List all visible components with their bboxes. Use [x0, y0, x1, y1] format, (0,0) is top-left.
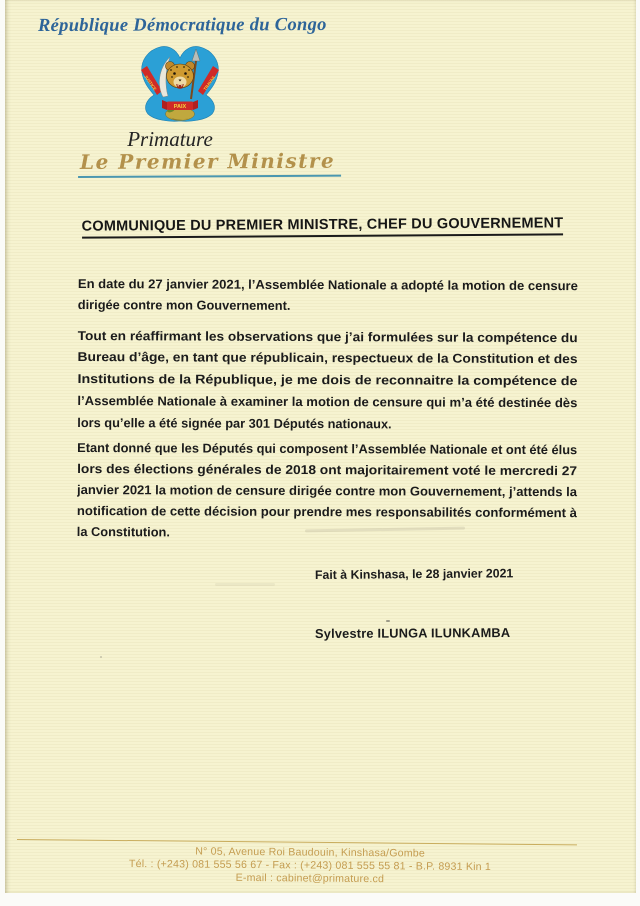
footer-contact	[20, 844, 600, 888]
body-line: janvier 2021 la motion de censure dirigée contre mon Gouvernement, j’attends la	[76, 481, 569, 500]
drc-coat-of-arms	[133, 45, 227, 122]
footer-email: E-mail : cabinet@primature.cd	[235, 871, 385, 886]
body-line: En date du 27 janvier 2021, l’Assemblée Nationale a adopté la motion de censure	[77, 275, 569, 294]
body-line: la Constitution.	[76, 523, 170, 540]
dateline: Fait à Kinshasa, le 28 janvier 2021	[314, 566, 514, 582]
communique-title-text: COMMUNIQUE DU PREMIER MINISTRE, CHEF DU GOUVERNEMENT	[82, 215, 564, 238]
motto-paix: PAIX	[173, 104, 187, 110]
scan-smudge	[215, 583, 275, 586]
body-line: l’Assemblée Nationale à examiner la motion de censure qui m’a été destinée dès	[77, 392, 567, 411]
body-line: Institutions de la République, je me dois de reconnaitre la compétence de	[77, 370, 525, 388]
communique-title	[70, 214, 575, 239]
premier-ministre-script: Le Premier Ministre	[78, 149, 341, 178]
body-text	[77, 260, 583, 562]
body-line: dirigée contre mon Gouvernement.	[77, 296, 291, 313]
motto-travail: TRAVAIL	[202, 74, 217, 92]
body-line: Tout en réaffirmant les observations que j’ai formulées sur la compétence du	[77, 327, 546, 346]
body-line: lors des élections générales de 2018 ont majoritairement voté le mercredi 27	[77, 460, 542, 479]
motto-justice: JUSTICE	[143, 74, 158, 92]
primature-title: Primature	[127, 127, 213, 151]
body-line: notification de cette décision pour prendre mes responsabilités conformément à	[76, 502, 567, 521]
footer-telfax: Tél. : (+243) 081 555 56 67 - Fax : (+243) 081 555 55 81 - B.P. 8931 Kin 1	[128, 857, 492, 874]
body-line: Etant donné que les Députés qui composent l’Assemblée Nationale et ont été élus	[77, 439, 577, 458]
body-line: Bureau d’âge, en tant que républicain, respectueux de la Constitution et des	[77, 348, 541, 367]
letterhead-paper	[5, 0, 636, 893]
republic-heading: République Démocratique du Congo	[37, 14, 327, 36]
footer-address: N° 05, Avenue Roi Baudouin, Kinshasa/Gombe	[195, 845, 426, 860]
scan-speck	[100, 656, 102, 658]
scan-speck	[386, 620, 390, 622]
body-line: lors qu’elle a été signée par 301 Députés nationaux.	[77, 414, 392, 432]
signature-name: Sylvestre ILUNGA ILUNKAMBA	[314, 624, 511, 641]
